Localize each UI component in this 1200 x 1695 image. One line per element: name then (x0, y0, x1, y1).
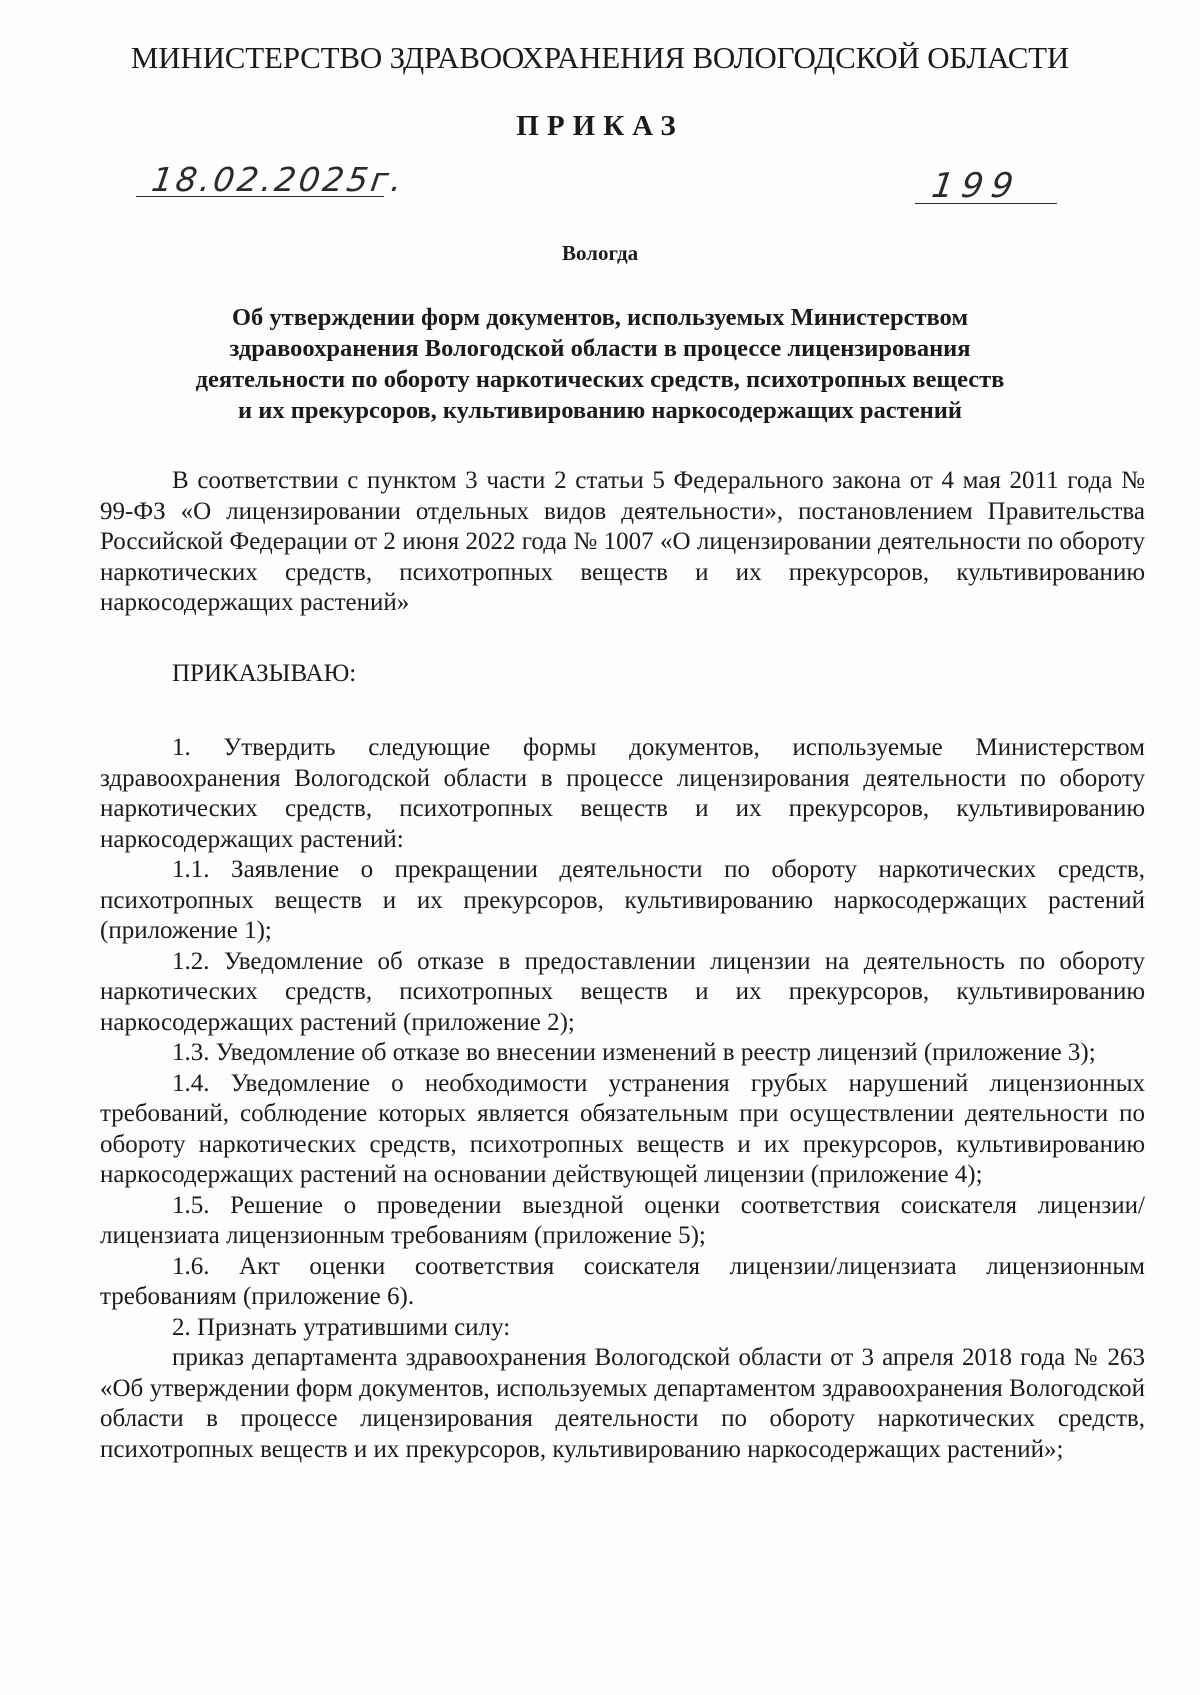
order-date-handwritten: 18.02.2025г. (149, 160, 408, 199)
item-1-4: 1.4. Уведомление о необходимости устранения грубых нарушений лицензионных требований, соблюдение которых является обязательным при осуществлении деятельности по обороту наркотических средств, психотропных веществ и их прекурсоров, культивированию наркосодержащих растений на основании действующей лицензии (приложение 4); (100, 1069, 1145, 1188)
order-title: ПРИКАЗ (516, 110, 684, 142)
number-underline (915, 203, 1057, 204)
order-subject (100, 302, 1100, 426)
item-2-repealed-order: приказ департамента здравоохранения Вологодской области от 3 апреля 2018 года № 263 «Об утверждении форм документов, используемых департаментом здравоохранения Вологодской области в процессе лицензирования деятельности по обороту наркотических средств, психотропных веществ и их прекурсоров, культивированию наркосодержащих растений»; (100, 1344, 1145, 1463)
item-1-6: 1.6. Акт оценки соответствия соискателя лицензии/лицензиата лицензионным требованиям (приложение 6). (100, 1252, 1145, 1310)
item-1-2: 1.2. Уведомление об отказе в предоставлении лицензии на деятельность по обороту наркотических средств, психотропных веществ и их прекурсоров, культивированию наркосодержащих растений (приложение 2); (100, 947, 1145, 1036)
subject-line: и их прекурсоров, культивированию наркосодержащих растений (238, 397, 962, 424)
order-number-handwritten: 199 (929, 166, 1024, 206)
subject-line: Об утверждении форм документов, используемых Министерством (231, 304, 969, 331)
item-2: 2. Признать утратившими силу: (172, 1313, 511, 1341)
item-1: 1. Утвердить следующие формы документов, используемые Министерством здравоохранения Вологодской области в процессе лицензирования деятельности по обороту наркотических средств, психотропных веществ и их прекурсоров, культивированию наркосодержащих растений: (100, 734, 1145, 853)
city: Вологда (561, 241, 639, 265)
ministry-header: МИНИСТЕРСТВО ЗДРАВООХРАНЕНИЯ ВОЛОГОДСКОЙ ОБЛАСТИ (130, 40, 1070, 75)
order-word: ПРИКАЗЫВАЮ: (172, 659, 357, 687)
item-1-1: 1.1. Заявление о прекращении деятельности по обороту наркотических средств, психотропных веществ и их прекурсоров, культивированию наркосодержащих растений (приложение 1); (100, 856, 1145, 944)
item-1-5: 1.5. Решение о проведении выездной оценки соответствия соискателя лицензии/лицензиата лицензионным требованиям (приложение 5); (100, 1191, 1145, 1249)
date-underline (136, 196, 384, 197)
item-1-3: 1.3. Уведомление об отказе во внесении изменений в реестр лицензий (приложение 3); (172, 1039, 1096, 1066)
preamble-paragraph: В соответствии с пунктом 3 части 2 статьи 5 Федерального закона от 4 мая 2011 года № 99-ФЗ «О лицензировании отдельных видов деятельности», постановлением Правительства Российской Федерации от 2 июня 2022 года № 1007 «О лицензировании деятельности по обороту наркотических средств, психотропных веществ и их прекурсоров, культивированию наркосодержащих растений» (100, 467, 1145, 616)
subject-line: деятельности по обороту наркотических средств, психотропных веществ (195, 366, 1005, 393)
subject-line: здравоохранения Вологодской области в процессе лицензирования (229, 335, 971, 362)
order-body (100, 466, 1145, 1465)
